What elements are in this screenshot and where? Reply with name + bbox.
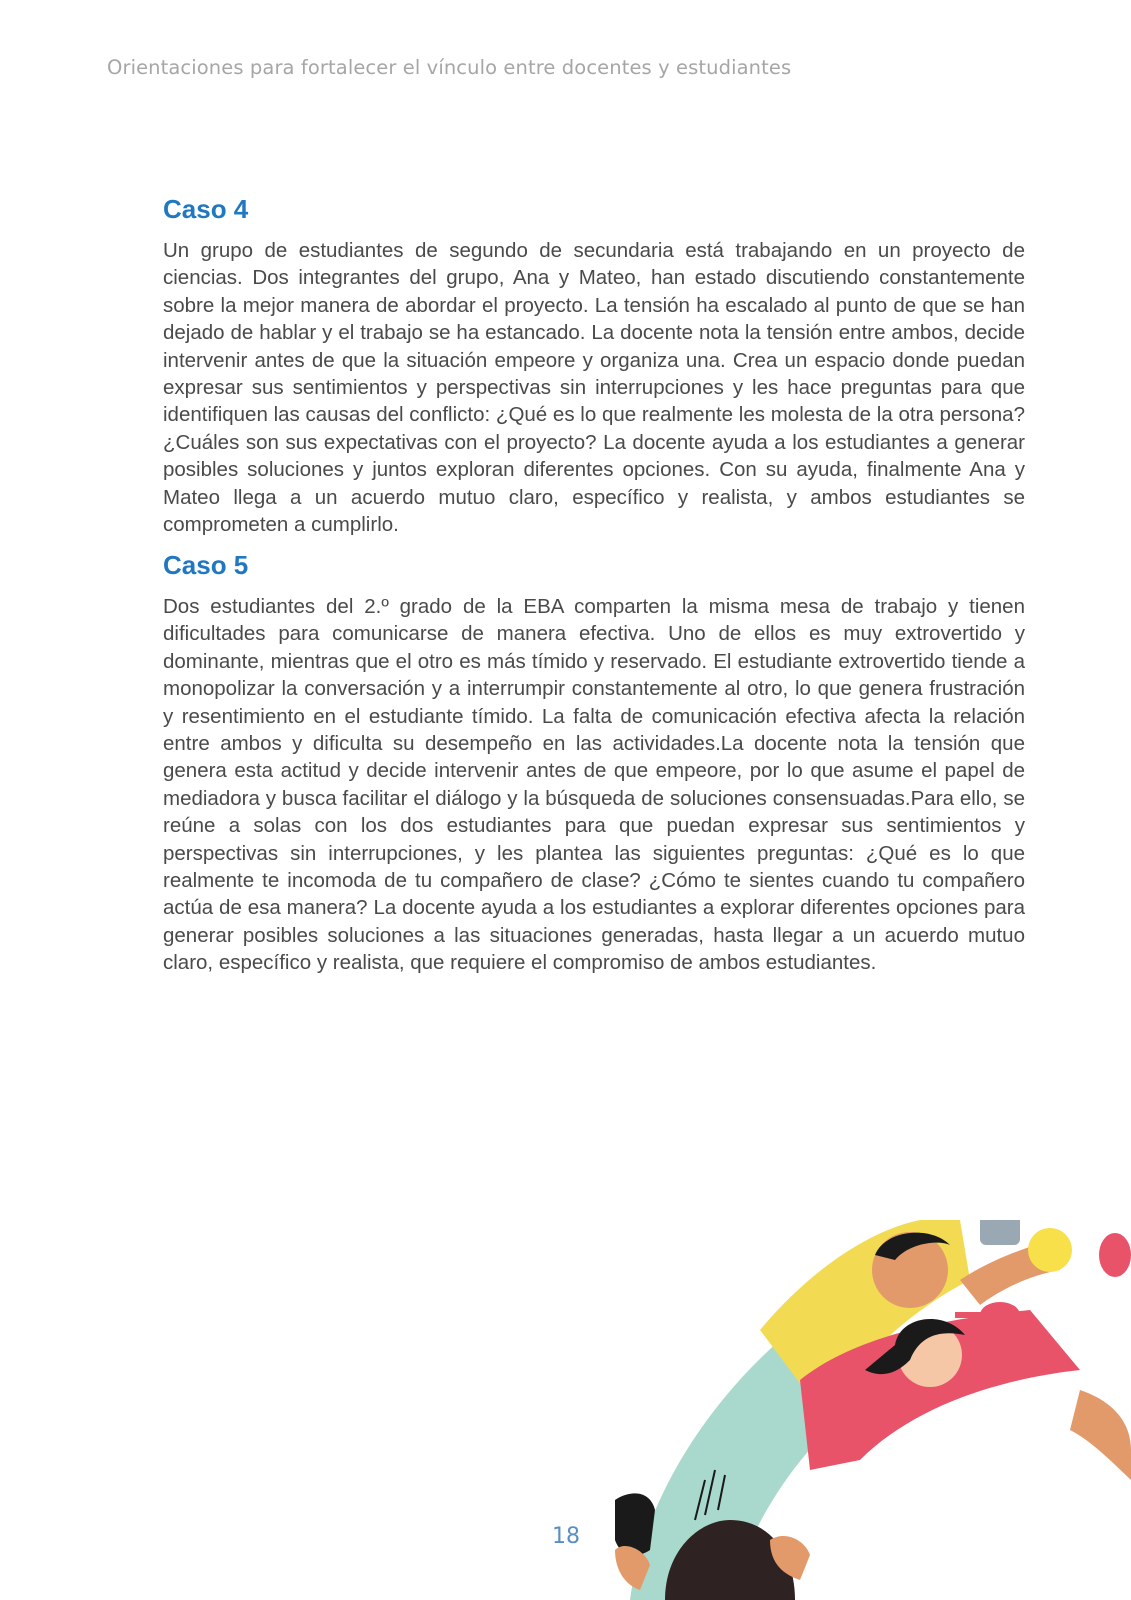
case-4-title: Caso 4 [163,194,249,224]
case-4-body: Un grupo de estudiantes de segundo de secundaria está trabajando en un proyecto de ciencias. Dos integrantes del grupo, Ana y Mateo, han estado discutiendo constantemente sobre la mejor manera de abordar el proyecto. La tensión ha escalado al punto de que se han dejado de hablar y el trabajo se ha estancado. La docente nota la tensión entre ambos, decide intervenir antes de que la situación empeore y organiza una. Crea un espacio donde puedan expresar sus sentimientos y perspectivas sin interrupciones y les hace preguntas para que identifiquen las causas del conflicto: ¿Qué es lo que realmente les molesta de la otra persona? ¿Cuáles son sus expectativas con el proyecto? La docente ayuda a los estudiantes a generar posibles soluciones y juntos exploran diferentes opciones. Con su ayuda, finalmente Ana y Mateo llega a un acuerdo mutuo claro, específico y realista, y ambos estudiantes se comprometen a cumplirlo. [163,239,1025,537]
maraca-handle [955,1312,985,1318]
maraca-icon-2 [1099,1233,1131,1277]
yellow-ball [1028,1228,1072,1272]
prosthetic-hand [980,1220,1020,1245]
students-illustration [610,1220,1131,1600]
running-header: Orientaciones para fortalecer el vínculo entre docentes y estudiantes [107,56,792,79]
page-number: 18 [552,1524,580,1549]
orange-arm [1070,1390,1131,1480]
case-5-title: Caso 5 [163,550,249,580]
maraca-icon [980,1302,1020,1328]
case-5-body: Dos estudiantes del 2.º grado de la EBA comparten la misma mesa de trabajo y tienen dificultades para comunicarse de manera efectiva. Uno de ellos es muy extrovertido y dominante, mientras que el otro es más tímido y reservado. El estudiante extrovertido tiende a monopolizar la conversación y a interrumpir constantemente al otro, lo que genera frustración y resentimiento en el estudiante tímido. La falta de comunicación efectiva afecta la relación entre ambos y dificulta su desempeño en las actividades.La docente nota la tensión que genera esta actitud y decide intervenir antes de que empeore, por lo que asume el papel de mediadora y busca facilitar el diálogo y la búsqueda de soluciones consensuadas.Para ello, se reúne a solas con los dos estudiantes para que puedan expresar sus sentimientos y perspectivas sin interrupciones, y les plantea las siguientes preguntas: ¿Qué es lo que realmente te incomoda de tu compañero de clase? ¿Cómo te sientes cuando tu compañero actúa de esa manera? La docente ayuda a los estudiantes a explorar diferentes opciones para generar posibles soluciones a las situaciones generadas, hasta llegar a un acuerdo mutuo claro, específico y realista, que requiere el compromiso de ambos estudiantes. [163,595,1025,975]
shoe-icon [615,1493,655,1555]
